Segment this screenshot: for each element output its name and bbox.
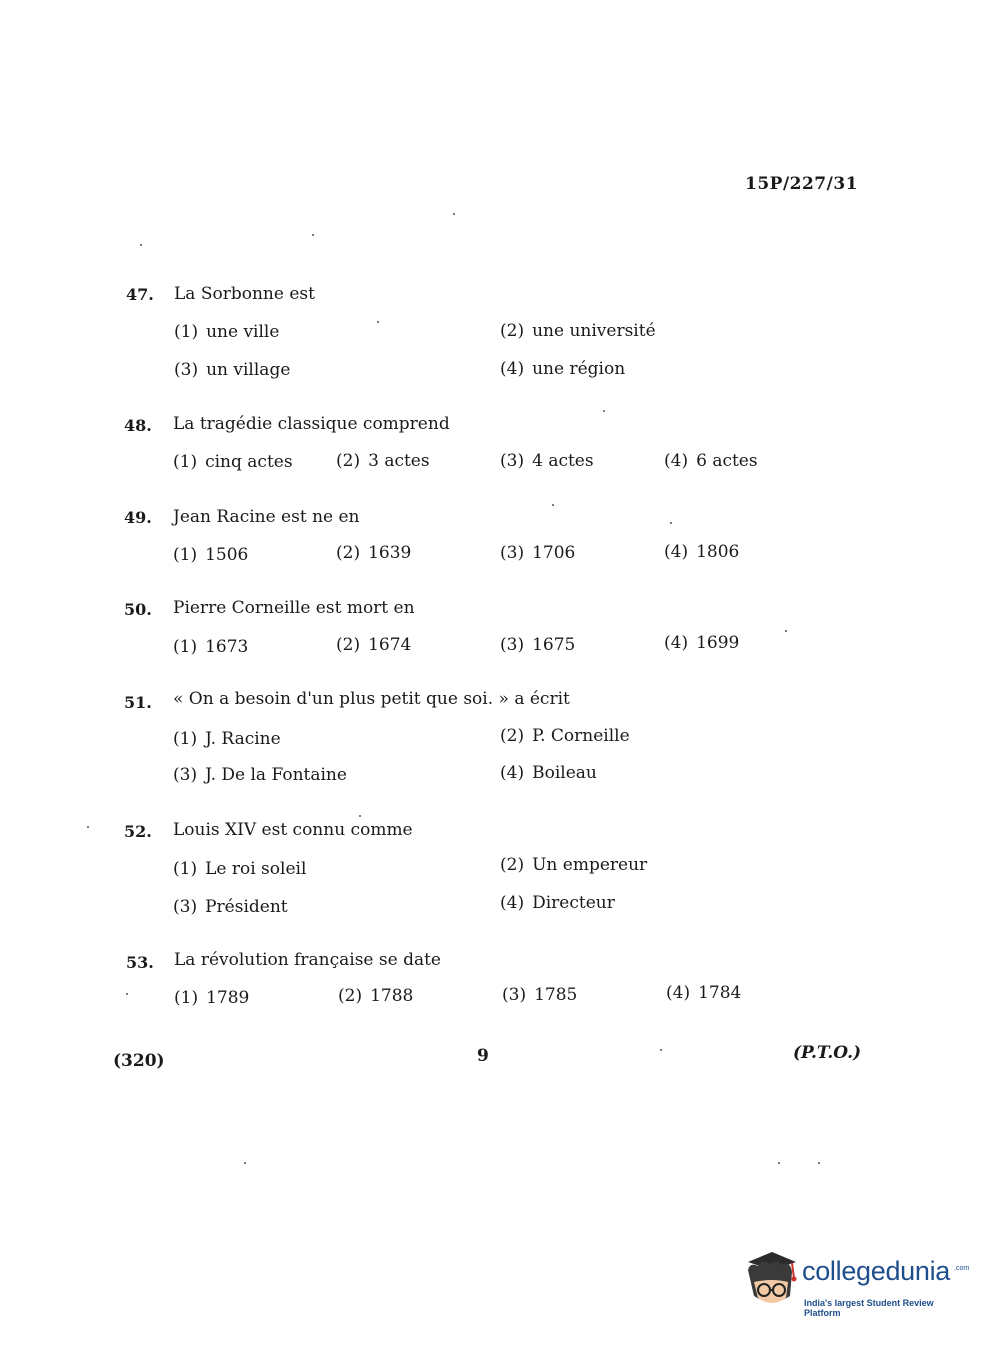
option-text: 1706: [532, 543, 576, 563]
question-number: 50.: [124, 600, 152, 619]
option-text: P. Corneille: [532, 726, 630, 746]
option-text: un village: [206, 360, 291, 380]
option-number: (3): [500, 543, 525, 563]
option: [500, 543, 575, 563]
option: [173, 729, 281, 749]
option-number: (3): [502, 985, 527, 1005]
option-number: (3): [500, 635, 525, 655]
option: [173, 765, 347, 785]
option: [174, 360, 290, 380]
option-number: (2): [336, 543, 361, 563]
option-text: Un empereur: [532, 855, 648, 875]
option: [500, 763, 597, 783]
please-turn-over: (P.T.O.): [793, 1043, 862, 1063]
scan-speck: [603, 410, 605, 412]
question-text: Pierre Corneille est mort en: [173, 598, 415, 618]
option: [174, 322, 279, 342]
option-number: (4): [664, 451, 689, 471]
option-text: une ville: [206, 322, 280, 342]
option-text: une université: [532, 321, 656, 341]
option: [664, 633, 739, 653]
option-text: cinq actes: [205, 452, 293, 472]
scan-speck: [453, 213, 455, 215]
option-text: 1699: [696, 633, 740, 653]
scan-speck: [818, 1162, 820, 1164]
option: [500, 359, 625, 379]
scan-speck: [377, 321, 379, 323]
option-number: (4): [664, 633, 689, 653]
option-number: (1): [174, 322, 199, 342]
scan-speck: [312, 234, 314, 236]
question-number: 48.: [124, 416, 152, 435]
question-text: La Sorbonne est: [174, 284, 315, 304]
option-text: Le roi soleil: [205, 859, 307, 879]
option: [173, 545, 248, 565]
option: [500, 726, 630, 746]
brand-name: collegedunia: [802, 1256, 951, 1286]
option: [500, 635, 575, 655]
option-text: 1788: [370, 986, 414, 1006]
option-text: 1674: [368, 635, 412, 655]
option-text: Président: [205, 897, 288, 917]
scan-speck: [140, 244, 142, 246]
option: [500, 321, 656, 341]
option-number: (3): [500, 451, 525, 471]
option-number: (2): [500, 726, 525, 746]
footer-code: (320): [113, 1051, 165, 1071]
option-text: 6 actes: [696, 451, 758, 471]
option-number: (1): [173, 637, 198, 657]
brand-tagline: India's largest Student Review Platform: [804, 1298, 934, 1318]
question-number: 49.: [124, 508, 152, 527]
question-number: 51.: [124, 693, 152, 712]
option-number: (2): [336, 451, 361, 471]
paper-code: 15P/227/31: [745, 174, 859, 194]
question-number: 47.: [126, 285, 154, 304]
question-number: 52.: [124, 822, 152, 841]
scan-speck: [670, 522, 672, 524]
option-text: 1673: [205, 637, 249, 657]
option-text: 1639: [368, 543, 412, 563]
option-text: 1785: [534, 985, 578, 1005]
option: [338, 986, 413, 1006]
option-number: (1): [173, 452, 198, 472]
option-text: J. Racine: [205, 729, 281, 749]
option-text: 1806: [696, 542, 740, 562]
option-text: 3 actes: [368, 451, 430, 471]
scan-speck: [359, 815, 361, 817]
option-number: (4): [664, 542, 689, 562]
option: [336, 635, 411, 655]
page-number: 9: [477, 1046, 489, 1066]
option: [500, 855, 647, 875]
option-text: J. De la Fontaine: [205, 765, 347, 785]
scan-speck: [785, 630, 787, 632]
option-number: (1): [173, 545, 198, 565]
scan-speck: [660, 1049, 662, 1051]
option-number: (3): [174, 360, 199, 380]
option: [174, 988, 249, 1008]
option-number: (4): [500, 359, 525, 379]
option-number: (3): [173, 765, 198, 785]
scan-speck: [778, 1162, 780, 1164]
option-number: (1): [173, 729, 198, 749]
option-number: (2): [338, 986, 363, 1006]
option-text: 1784: [698, 983, 742, 1003]
option-number: (4): [500, 893, 525, 913]
option-text: Boileau: [532, 763, 597, 783]
option-number: (4): [500, 763, 525, 783]
brand-suffix: .com: [954, 1265, 970, 1272]
option-text: Directeur: [532, 893, 615, 913]
collegedunia-watermark: [742, 1248, 972, 1318]
option: [173, 897, 288, 917]
option-number: (2): [500, 321, 525, 341]
mascot-icon: [742, 1248, 802, 1314]
option-number: (2): [336, 635, 361, 655]
option: [173, 637, 248, 657]
option-number: (4): [666, 983, 691, 1003]
option: [664, 451, 758, 471]
option: [173, 452, 293, 472]
option: [173, 859, 306, 879]
option-number: (1): [173, 859, 198, 879]
scan-speck: [126, 993, 128, 995]
option-text: 1675: [532, 635, 576, 655]
option-number: (2): [500, 855, 525, 875]
question-text: La révolution française se date: [174, 950, 441, 970]
scan-speck: [244, 1162, 246, 1164]
scan-speck: [552, 504, 554, 506]
scan-speck: [87, 826, 89, 828]
question-text: La tragédie classique comprend: [173, 414, 450, 434]
option: [336, 451, 430, 471]
option-text: 4 actes: [532, 451, 594, 471]
option-number: (3): [173, 897, 198, 917]
option: [502, 985, 577, 1005]
option-text: 1789: [206, 988, 250, 1008]
option: [664, 542, 739, 562]
option: [336, 543, 411, 563]
option: [500, 451, 594, 471]
question-text: « On a besoin d'un plus petit que soi. » a écrit: [173, 689, 570, 709]
option-number: (1): [174, 988, 199, 1008]
option-text: 1506: [205, 545, 249, 565]
question-number: 53.: [126, 953, 154, 972]
question-text: Louis XIV est connu comme: [173, 820, 413, 840]
question-text: Jean Racine est ne en: [173, 507, 360, 527]
option: [666, 983, 741, 1003]
option-text: une région: [532, 359, 626, 379]
option: [500, 893, 615, 913]
